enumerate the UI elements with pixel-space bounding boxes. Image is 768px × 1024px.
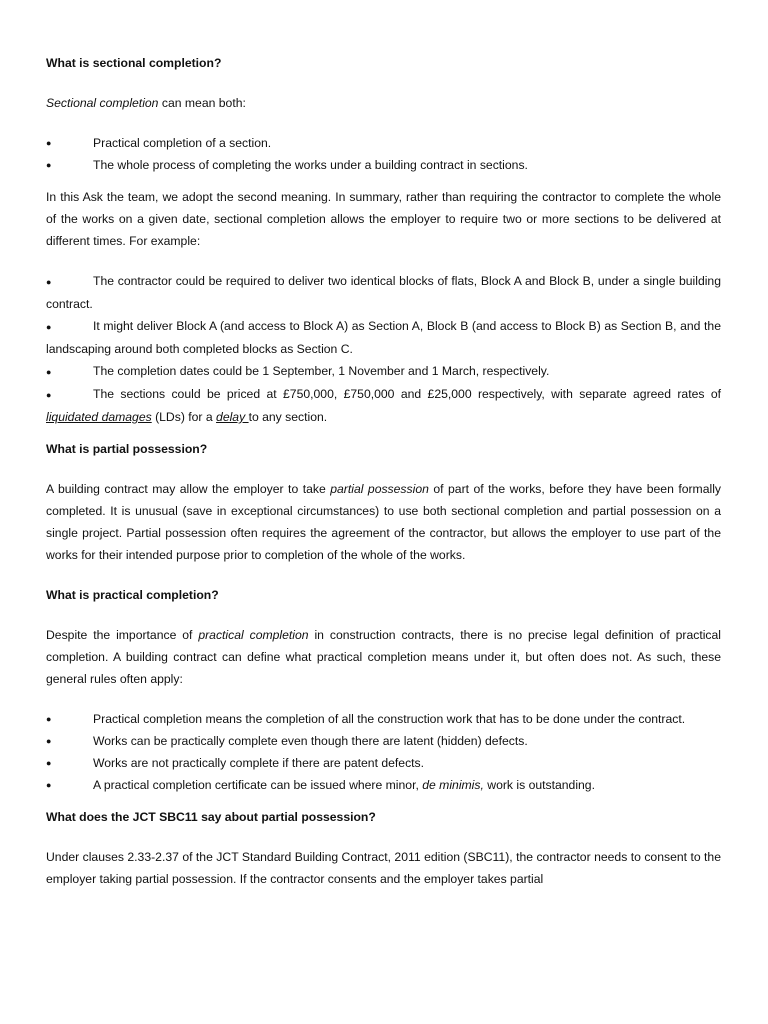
bullet-icon: ● [46,780,52,790]
bullet-icon: ● [46,277,52,287]
list-item-text: (LDs) for a [151,410,217,424]
partial-possession-term: partial possession [330,482,429,496]
list-item [46,730,721,752]
partial-paragraph [46,478,721,566]
paragraph-text: of part of the works, before they have been formally completed. It is unusual (save in exceptional circumstances) to use both sectional completion and partial possession on a single project. Partial possession often requires the agreement of the contractor, but allows the employer to use part of the works for their intended purpose prior to completion of the whole of the works. [46,482,721,562]
bullet-icon: ● [46,322,52,332]
practical-rules-list [46,708,721,796]
list-item [46,708,721,730]
list-item [46,154,721,176]
bullet-icon: ● [46,736,52,746]
paragraph-text: in construction contracts, there is no precise legal definition of practical completion. A building contract can define what practical completion means under it, but often does not. As such, these general rules often apply: [46,628,722,686]
list-item-text: work is outstanding. [483,778,595,792]
list-item [46,315,721,360]
list-item-text: to any section. [248,410,328,424]
list-item-text: The completion dates could be 1 September, 1 November and 1 March, respectively. [93,364,550,378]
bullet-icon: ● [46,138,52,148]
heading-partial-possession: What is partial possession? [46,442,208,456]
bullet-icon: ● [46,758,52,768]
paragraph-text: A building contract may allow the employer to take [46,482,331,496]
sectional-intro-term: Sectional completion [46,96,159,110]
link-liquidated-damages[interactable]: liquidated damages [46,410,152,424]
list-item [46,383,721,428]
list-item-text: The whole process of completing the works under a building contract in sections. [93,158,528,172]
heading-jct-sbc11: What does the JCT SBC11 say about partial possession? [46,810,376,824]
list-item-text: It might deliver Block A (and access to Block A) as Section A, Block B (and access to Block B) as Section B, and the landscaping around both completed blocks as Section C. [46,319,721,356]
practical-completion-term: practical completion [198,628,309,642]
list-item-text: Works are not practically complete if there are patent defects. [93,756,425,770]
list-item-text: Works can be practically complete even though there are latent (hidden) defects. [93,734,528,748]
list-item-text: The contractor could be required to deliver two identical blocks of flats, Block A and Block B, under a single building contract. [46,274,721,311]
de-minimis-term: de minimis, [422,778,484,792]
bullet-icon: ● [46,390,52,400]
list-item-text: A practical completion certificate can be issued where minor, [93,778,423,792]
bullet-icon: ● [46,714,52,724]
sectional-paragraph: In this Ask the team, we adopt the second meaning. In summary, rather than requiring the contractor to complete the whole of the works on a given date, sectional completion allows the employer to require two or more sections to be delivered at different times. For example: [46,190,721,248]
bullet-icon: ● [46,160,52,170]
list-item [46,752,721,774]
list-item-text: Practical completion of a section. [93,136,272,150]
list-item [46,774,721,796]
sectional-intro [46,92,721,114]
sectional-intro-rest: can mean both: [158,96,246,110]
sectional-meaning-list [46,132,721,176]
link-delay[interactable]: delay [216,410,249,424]
sectional-example-list [46,270,721,428]
list-item-text: Practical completion means the completion of all the construction work that has to be done under the contract. [93,712,686,726]
heading-practical-completion: What is practical completion? [46,588,219,602]
list-item [46,360,721,383]
list-item [46,132,721,154]
heading-sectional-completion: What is sectional completion? [46,56,222,70]
practical-paragraph [46,624,721,690]
paragraph-text: Despite the importance of [46,628,199,642]
list-item [46,270,721,315]
document-page [46,52,721,890]
bullet-icon: ● [46,367,52,377]
jct-paragraph: Under clauses 2.33-2.37 of the JCT Standard Building Contract, 2011 edition (SBC11), the contractor needs to consent to the employer taking partial possession. If the contractor consents and the employer takes partial [46,850,721,886]
list-item-text: The sections could be priced at £750,000, £750,000 and £25,000 respectively, with separate agreed rates of [93,387,721,401]
